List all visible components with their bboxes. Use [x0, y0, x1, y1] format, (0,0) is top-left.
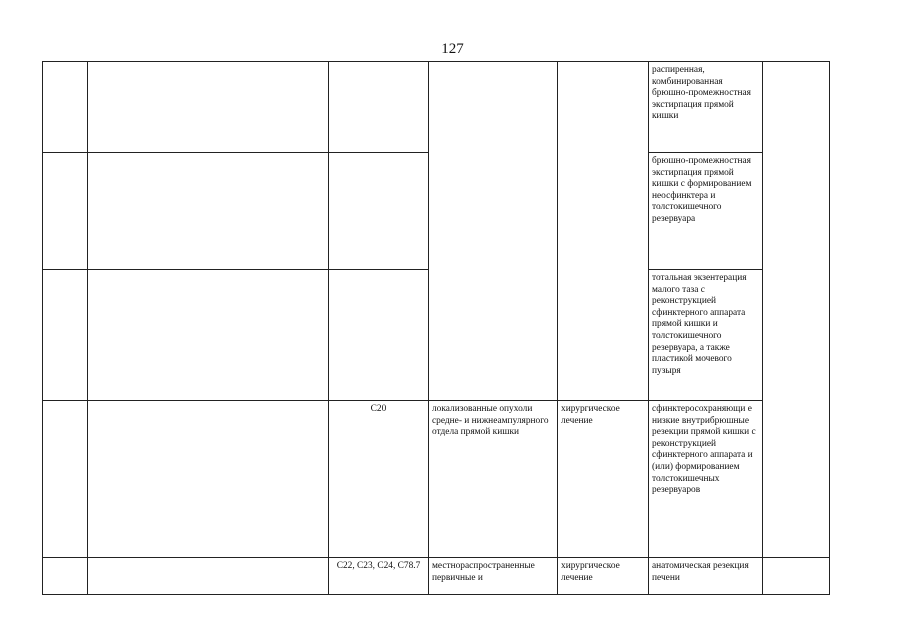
- care-type-cell: [88, 401, 329, 558]
- row-number-cell: [43, 401, 88, 558]
- patient-model-cell: [429, 62, 558, 401]
- row-number-cell: [43, 62, 88, 153]
- treatment-method-cell: брюшно-промежностная экстирпация прямой кишки с формированием неосфинктера и толстокишечного резервуара: [649, 153, 763, 270]
- icd-code-cell: C22, C23, C24, C78.7: [329, 558, 429, 595]
- cost-cell: [763, 62, 830, 558]
- treatment-type-cell: хирургическое лечение: [558, 401, 649, 558]
- treatment-method-cell: тотальная экзентерация малого таза с реконструкцией сфинктерного аппарата прямой кишки и толстокишечного резервуара, а также пластикой мочевого пузыря: [649, 270, 763, 401]
- page-number: 127: [441, 41, 464, 57]
- care-type-cell: [88, 558, 329, 595]
- medical-care-table: [42, 61, 830, 595]
- row-number-cell: [43, 558, 88, 595]
- care-type-cell: [88, 153, 329, 270]
- icd-code-cell: [329, 62, 429, 153]
- table-row: [43, 62, 830, 153]
- icd-code-cell: C20: [329, 401, 429, 558]
- patient-model-cell: локализованные опухоли средне- и нижнеампулярного отдела прямой кишки: [429, 401, 558, 558]
- care-type-cell: [88, 62, 329, 153]
- icd-code-cell: [329, 270, 429, 401]
- patient-model-cell: местнораспространенные первичные и: [429, 558, 558, 595]
- treatment-method-cell: распиренная, комбинированная брюшно-промежностная экстирпация прямой кишки: [649, 62, 763, 153]
- treatment-method-cell: анатомическая резекция печени: [649, 558, 763, 595]
- treatment-type-cell: хирургическое лечение: [558, 558, 649, 595]
- table-row: [43, 401, 830, 558]
- treatment-method-cell: сфинктеросохраняющи е низкие внутрибрюшные резекции прямой кишки с реконструкцией сфинктерного аппарата и (или) формированием толстокишечных резервуаров: [649, 401, 763, 558]
- treatment-type-cell: [558, 62, 649, 401]
- row-number-cell: [43, 270, 88, 401]
- row-number-cell: [43, 153, 88, 270]
- icd-code-cell: [329, 153, 429, 270]
- cost-cell: [763, 558, 830, 595]
- care-type-cell: [88, 270, 329, 401]
- table-row: [43, 558, 830, 595]
